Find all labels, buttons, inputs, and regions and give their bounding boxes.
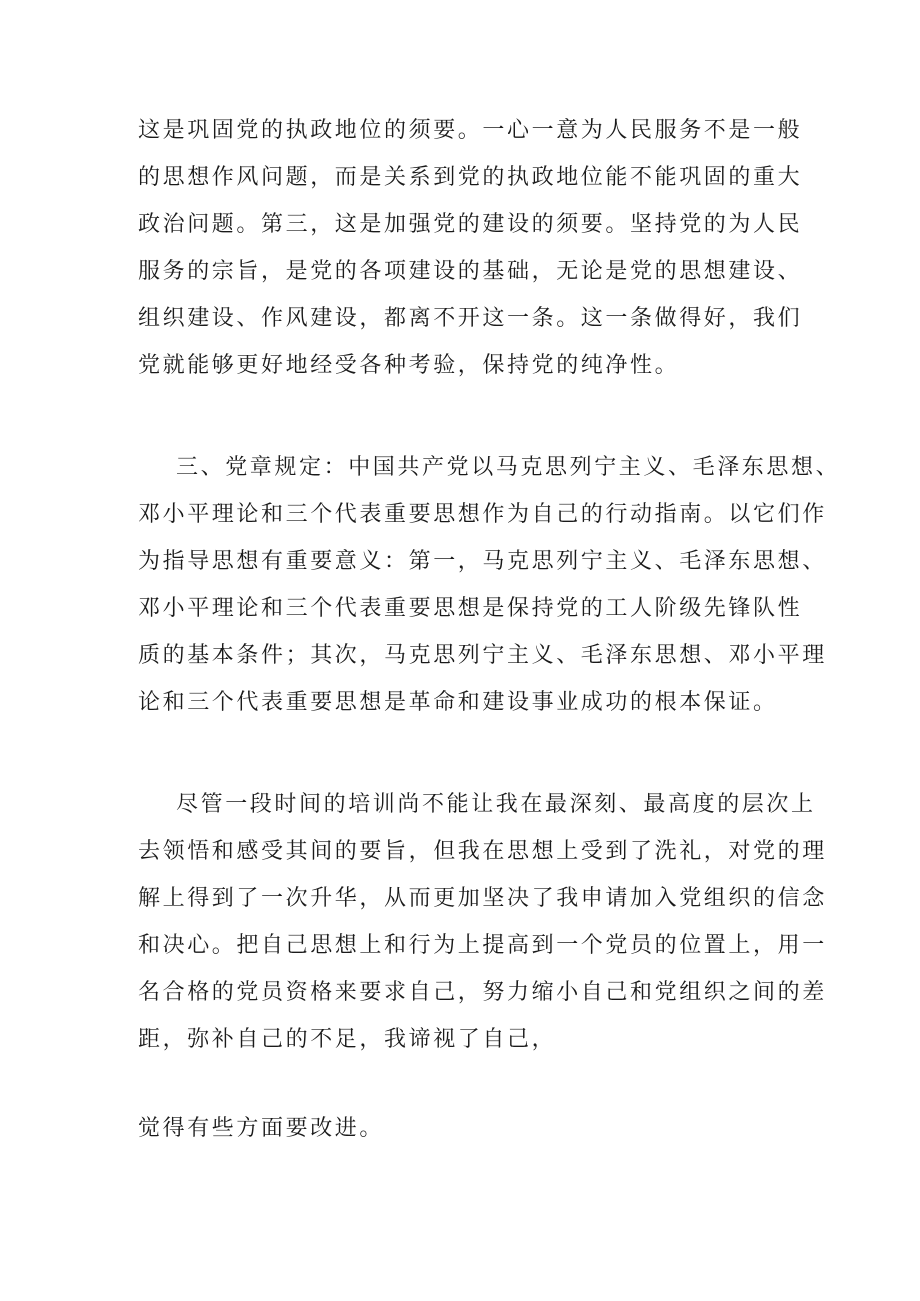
paragraph-line: 尽管一段时间的培训尚不能让我在最深刻、最高度的层次上 xyxy=(176,792,816,817)
paragraph-line: 党就能够更好地经受各种考验，保持党的纯净性。 xyxy=(138,353,680,378)
paragraph-line: 这是巩固党的执政地位的须要。一心一意为人民服务不是一般 xyxy=(138,118,803,143)
paragraph-line: 论和三个代表重要思想是革命和建设事业成功的根本保证。 xyxy=(138,690,778,715)
paragraph-line: 和决心。把自己思想上和行为上提高到一个党员的位置上，用一 xyxy=(138,933,827,958)
paragraph-line: 邓小平理论和三个代表重要思想是保持党的工人阶级先锋队性 xyxy=(138,596,803,621)
paragraph-line: 为指导思想有重要意义：第一，马克思列宁主义、毛泽东思想、 xyxy=(138,549,827,574)
paragraph-line: 觉得有些方面要改进。 xyxy=(138,1116,385,1141)
paragraph-line: 政治问题。第三，这是加强党的建设的须要。坚持党的为人民 xyxy=(138,212,803,237)
paragraph-line: 距，弥补自己的不足，我谛视了自己， xyxy=(138,1027,557,1052)
paragraph-line: 去领悟和感受其间的要旨，但我在思想上受到了洗礼，对党的理 xyxy=(138,839,827,864)
paragraph-line: 名合格的党员资格来要求自己，努力缩小自己和党组织之间的差 xyxy=(138,980,827,1005)
paragraph-line: 组织建设、作风建设，都离不开这一条。这一条做得好，我们 xyxy=(138,306,803,331)
paragraph-line: 质的基本条件；其次，马克思列宁主义、毛泽东思想、邓小平理 xyxy=(138,643,827,668)
paragraph-line: 服务的宗旨，是党的各项建设的基础，无论是党的思想建设、 xyxy=(138,259,803,284)
paragraph-line: 邓小平理论和三个代表重要思想作为自己的行动指南。以它们作 xyxy=(138,502,827,527)
paragraph-line: 的思想作风问题，而是关系到党的执政地位能不能巩固的重大 xyxy=(138,165,803,190)
paragraph-line: 解上得到了一次升华，从而更加坚决了我申请加入党组织的信念 xyxy=(138,886,827,911)
paragraph-line: 三、党章规定：中国共产党以马克思列宁主义、毛泽东思想、 xyxy=(176,455,841,480)
